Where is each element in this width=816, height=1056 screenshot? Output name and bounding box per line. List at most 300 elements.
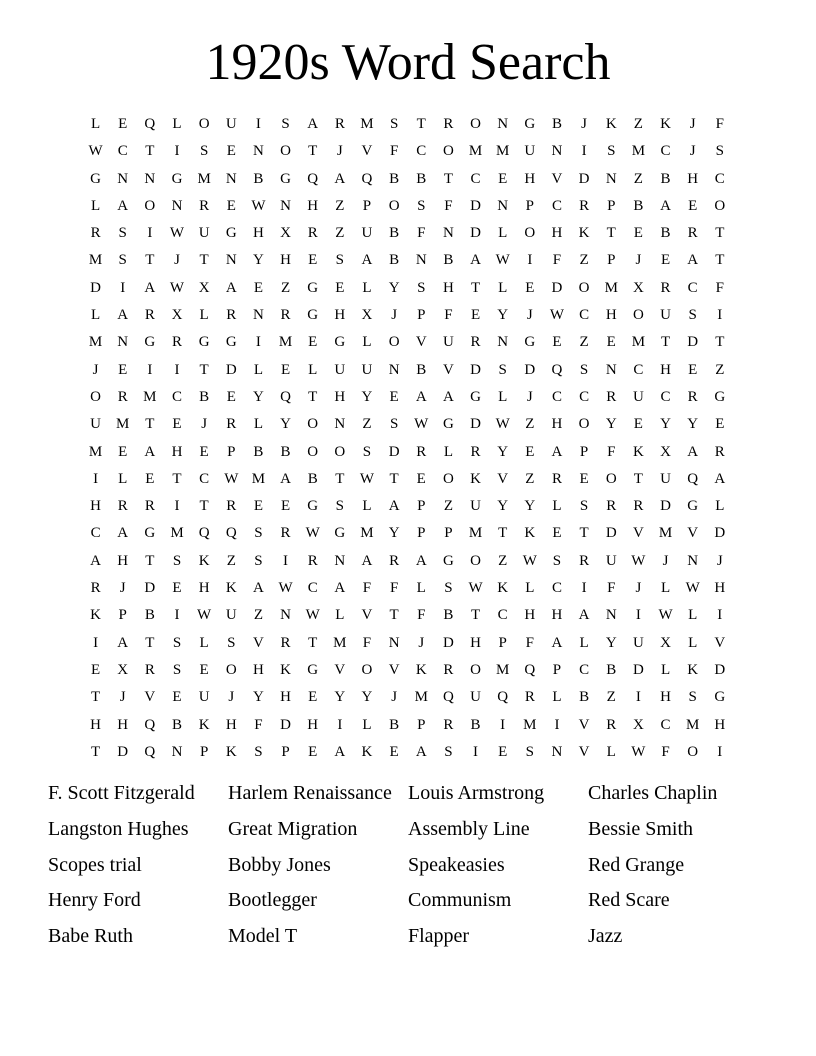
grid-letter: H [307,716,319,733]
grid-letter: G [225,225,237,242]
grid-letter: G [198,334,210,351]
grid-letter: Q [524,661,536,678]
grid-letter: M [631,334,646,351]
grid-letter: Y [524,498,536,515]
grid-letter: I [93,634,99,651]
word-list-item: Red Scare [588,889,670,912]
grid-letter: H [171,443,183,460]
grid-letter: E [389,743,399,760]
grid-letter: I [120,279,126,296]
grid-letter: E [416,470,426,487]
grid-letter: Z [253,607,263,624]
grid-letter: J [119,580,126,597]
grid-letter: C [551,388,562,405]
grid-letter: Y [334,689,346,706]
grid-letter: L [552,498,562,515]
grid-letter: G [524,116,536,132]
grid-letter: N [388,361,400,378]
grid-letter: R [117,498,128,515]
grid-letter: C [551,197,562,214]
grid-letter: L [335,607,345,624]
grid-letter: L [308,361,318,378]
grid-letter: D [470,416,481,433]
grid-letter: T [145,416,155,433]
grid-letter: N [171,197,183,214]
grid-letter: O [90,388,101,405]
grid-letter: W [522,552,537,569]
grid-letter: R [633,498,644,515]
grid-letter: E [308,743,318,760]
grid-letter: L [606,743,616,760]
grid-letter: N [252,143,264,160]
grid-letter: Q [198,525,210,542]
grid-letter: I [255,116,261,132]
grid-letter: O [578,279,590,296]
grid-letter: T [308,388,318,405]
grid-letter: S [525,743,534,760]
grid-letter: A [117,197,129,214]
grid-letter: S [417,197,426,214]
grid-letter: T [715,225,725,242]
grid-letter: A [415,552,427,569]
grid-letter: S [444,743,453,760]
grid-letter: D [470,361,481,378]
grid-letter: Z [335,197,345,214]
grid-letter: K [415,661,427,678]
grid-letter: U [605,552,617,569]
grid-letter: R [606,498,617,515]
grid-letter: X [117,661,129,678]
grid-letter: S [389,116,399,132]
grid-letter: S [335,252,344,269]
grid-letter: J [635,580,642,597]
grid-letter: B [199,388,210,405]
grid-letter: O [470,661,481,678]
grid-letter: H [280,689,291,706]
grid-letter: J [391,307,398,324]
grid-letter: L [660,580,671,597]
grid-letter: S [199,143,209,160]
grid-letter: A [225,279,237,296]
grid-letter: R [199,197,210,214]
grid-letter: U [470,689,481,706]
grid-letter: L [498,279,508,296]
grid-letter: C [579,388,590,405]
grid-letter: P [417,307,426,324]
grid-letter: E [145,470,155,487]
word-list-item: F. Scott Fitzgerald [48,782,195,804]
grid-letter: M [414,689,428,706]
grid-letter: F [444,307,453,324]
grid-letter: E [335,279,345,296]
grid-letter: N [442,225,454,242]
grid-letter: A [551,634,563,651]
grid-letter: S [254,552,263,569]
word-list-item: Harlem Renaissance [228,782,392,804]
grid-letter: Z [443,498,453,515]
grid-letter: M [468,143,483,160]
grid-letter: I [717,607,723,624]
grid-letter: E [280,361,291,378]
grid-letter: W [658,607,673,624]
grid-letter: B [660,170,671,187]
grid-letter: V [144,689,156,706]
grid-letter: C [117,143,128,160]
grid-letter: N [388,634,400,651]
grid-letter: H [334,388,346,405]
grid-letter: V [361,607,373,624]
grid-letter: B [443,607,454,624]
grid-letter: T [199,498,209,515]
grid-letter: S [688,307,697,324]
grid-letter: L [90,116,101,132]
grid-letter: U [361,225,373,242]
grid-letter: B [253,170,264,187]
grid-letter: R [334,116,345,132]
grid-letter: U [198,225,210,242]
grid-letter: N [415,252,427,269]
grid-letter: O [578,416,590,433]
grid-letter: O [225,661,237,678]
grid-letter: D [117,743,129,760]
grid-letter: C [551,580,562,597]
grid-letter: N [280,197,291,214]
grid-letter: J [581,116,588,132]
grid-letter: E [280,498,291,515]
grid-letter: J [635,252,642,269]
grid-letter: P [417,498,426,515]
grid-letter: V [578,716,590,733]
grid-letter: D [524,361,536,378]
grid-letter: P [579,443,589,460]
grid-letter: G [687,498,699,515]
grid-letter: U [660,307,671,324]
grid-letter: P [498,634,507,651]
grid-letter: H [524,170,536,187]
grid-letter: A [307,116,319,132]
grid-letter: I [717,307,723,324]
grid-letter: A [714,470,726,487]
grid-letter: W [495,252,510,269]
word-list-item: Henry Ford [48,889,141,912]
grid-letter: E [660,252,671,269]
grid-letter: R [144,307,155,324]
grid-letter: T [715,334,725,351]
grid-letter: M [278,334,293,351]
grid-letter: U [660,470,671,487]
grid-letter: F [389,143,399,160]
grid-letter: T [470,279,481,296]
grid-letter: N [117,170,129,187]
grid-letter: X [660,634,671,651]
grid-letter: G [524,334,536,351]
grid-letter: N [497,116,509,132]
grid-letter: J [526,388,533,405]
grid-letter: B [389,716,400,733]
grid-letter: I [283,552,289,569]
grid-letter: M [143,388,157,405]
grid-letter: C [416,143,427,160]
grid-letter: K [660,116,671,132]
grid-letter: T [498,525,508,542]
grid-letter: V [415,334,427,351]
grid-letter: A [415,743,427,760]
grid-letter: G [442,416,454,433]
grid-letter: I [147,361,153,378]
grid-letter: A [361,252,373,269]
grid-letter: N [252,307,264,324]
grid-letter: O [307,416,319,433]
grid-letter: B [416,170,427,187]
grid-letter: X [632,279,644,296]
grid-letter: T [416,116,426,132]
grid-letter: E [606,334,616,351]
grid-letter: O [388,197,400,214]
grid-letter: V [361,143,373,160]
grid-letter: F [254,716,263,733]
grid-letter: Y [497,307,509,324]
grid-letter: Y [252,252,264,269]
grid-letter: Z [579,334,589,351]
grid-letter: K [280,661,291,678]
grid-letter: T [633,470,643,487]
grid-letter: T [145,552,155,569]
grid-letter: H [252,661,264,678]
grid-letter: R [280,525,291,542]
grid-letter: A [117,307,129,324]
grid-letter: S [281,116,290,132]
grid-letter: R [389,552,400,569]
grid-letter: P [281,743,290,760]
grid-letter: V [334,661,346,678]
grid-letter: E [118,361,128,378]
grid-letter: M [170,525,184,542]
grid-letter: R [606,388,617,405]
grid-letter: I [527,252,533,269]
grid-letter: A [388,498,400,515]
grid-letter: P [362,197,372,214]
grid-letter: M [658,525,673,542]
grid-letter: Z [633,170,643,187]
grid-letter: Z [226,552,236,569]
grid-letter: I [554,716,560,733]
grid-letter: L [199,307,209,324]
grid-letter: H [117,552,129,569]
grid-letter: D [144,580,156,597]
grid-letter: D [388,443,400,460]
word-list-item: Great Migration [228,817,358,840]
grid-letter: Q [280,388,291,405]
grid-letter: E [308,334,318,351]
grid-letter: L [90,197,101,214]
grid-letter: C [714,170,725,187]
grid-letter: R [416,443,427,460]
grid-letter: R [687,225,698,242]
grid-letter: G [171,170,183,187]
grid-letter: G [470,388,481,405]
grid-letter: X [632,716,644,733]
grid-letter: H [90,498,101,515]
grid-letter: Z [606,689,616,706]
grid-letter: O [714,197,726,214]
grid-letter: Z [280,279,291,296]
grid-letter: H [252,225,264,242]
grid-letter: U [470,498,481,515]
grid-letter: J [418,634,425,651]
grid-letter: T [579,525,589,542]
grid-letter: Y [687,416,699,433]
grid-letter: A [117,634,129,651]
grid-letter: O [687,743,699,760]
word-list-item: Communism [408,889,512,912]
grid-letter: I [500,716,506,733]
grid-letter: J [119,689,126,706]
grid-letter: K [605,116,617,132]
grid-letter: F [661,743,670,760]
grid-letter: E [172,689,182,706]
grid-letter: N [551,743,563,760]
grid-letter: X [660,443,671,460]
grid-letter: M [116,416,130,433]
grid-letter: L [90,307,101,324]
grid-letter: S [417,279,426,296]
grid-letter: V [632,525,644,542]
grid-letter: M [496,661,510,678]
grid-letter: O [198,116,210,132]
grid-letter: K [497,580,509,597]
grid-letter: S [688,689,697,706]
grid-letter: Q [144,116,156,132]
grid-letter: D [714,525,726,542]
grid-letter: H [280,252,291,269]
grid-letter: O [144,197,156,214]
grid-letter: P [607,197,616,214]
grid-letter: E [253,498,263,515]
grid-letter: S [579,498,589,515]
grid-letter: J [526,307,533,324]
grid-letter: S [498,361,507,378]
grid-letter: D [470,197,481,214]
word-list-item: Scopes trial [48,853,142,876]
grid-letter: P [444,525,453,542]
grid-letter: J [391,689,398,706]
grid-letter: O [334,443,346,460]
grid-letter: G [334,525,346,542]
grid-letter: A [334,170,346,187]
grid-letter: G [307,279,319,296]
grid-letter: E [226,143,236,160]
grid-letter: T [335,470,345,487]
grid-letter: C [90,525,101,542]
grid-letter: Q [687,470,699,487]
grid-letter: Y [280,416,291,433]
grid-letter: O [605,470,617,487]
grid-letter: M [360,525,374,542]
grid-letter: V [714,634,726,651]
grid-letter: R [443,116,454,132]
grid-letter: L [688,634,698,651]
grid-letter: R [687,388,698,405]
grid-letter: N [117,334,129,351]
grid-letter: K [198,552,210,569]
grid-letter: U [632,634,644,651]
grid-letter: A [361,552,373,569]
grid-letter: T [172,470,182,487]
grid-letter: M [496,143,510,160]
grid-letter: G [225,334,237,351]
grid-letter: V [551,170,563,187]
grid-letter: M [88,252,103,269]
grid-letter: J [662,552,669,569]
grid-letter: N [280,607,291,624]
grid-letter: R [117,388,128,405]
grid-letter: A [144,443,156,460]
grid-letter: O [280,143,291,160]
word-list-item: Red Grange [588,853,685,876]
grid-letter: L [715,498,725,515]
grid-letter: F [715,116,724,132]
grid-letter: U [225,116,237,132]
grid-letter: R [551,470,562,487]
grid-letter: W [169,279,185,296]
grid-letter: H [470,634,481,651]
grid-letter: B [253,443,264,460]
grid-letter: H [551,607,563,624]
grid-letter: L [660,661,671,678]
grid-letter: I [174,607,180,624]
grid-letter: D [660,498,671,515]
grid-letter: T [199,252,209,269]
grid-letter: I [174,143,180,160]
grid-letter: R [443,716,454,733]
word-list-item: Model T [228,925,298,948]
grid-letter: S [118,225,127,242]
grid-letter: D [280,716,291,733]
grid-letter: S [335,498,344,515]
grid-letter: S [552,552,562,569]
grid-letter: L [552,689,562,706]
grid-letter: Y [497,498,509,515]
word-list-item: Langston Hughes [48,817,189,840]
grid-letter: A [144,279,156,296]
grid-letter: A [687,443,699,460]
grid-letter: R [226,307,237,324]
grid-letter: E [253,279,263,296]
grid-letter: H [225,716,237,733]
word-list-item: Jazz [588,925,623,948]
grid-letter: S [172,661,182,678]
grid-letter: R [606,716,617,733]
grid-letter: U [442,334,454,351]
word-list-item: Babe Ruth [48,925,133,948]
word-list-item: Speakeasies [408,853,505,876]
grid-letter: L [362,498,372,515]
grid-letter: A [442,388,454,405]
grid-letter: G [714,388,726,405]
grid-letter: T [470,607,481,624]
grid-letter: B [443,252,454,269]
word-list-item: Louis Armstrong [408,782,545,804]
grid-letter: C [579,307,590,324]
grid-letter: L [525,580,535,597]
grid-letter: Y [388,279,400,296]
grid-letter: O [470,116,481,132]
grid-letter: L [498,225,508,242]
grid-letter: A [334,580,346,597]
grid-letter: R [470,334,481,351]
grid-letter: D [714,661,726,678]
grid-letter: D [687,334,699,351]
